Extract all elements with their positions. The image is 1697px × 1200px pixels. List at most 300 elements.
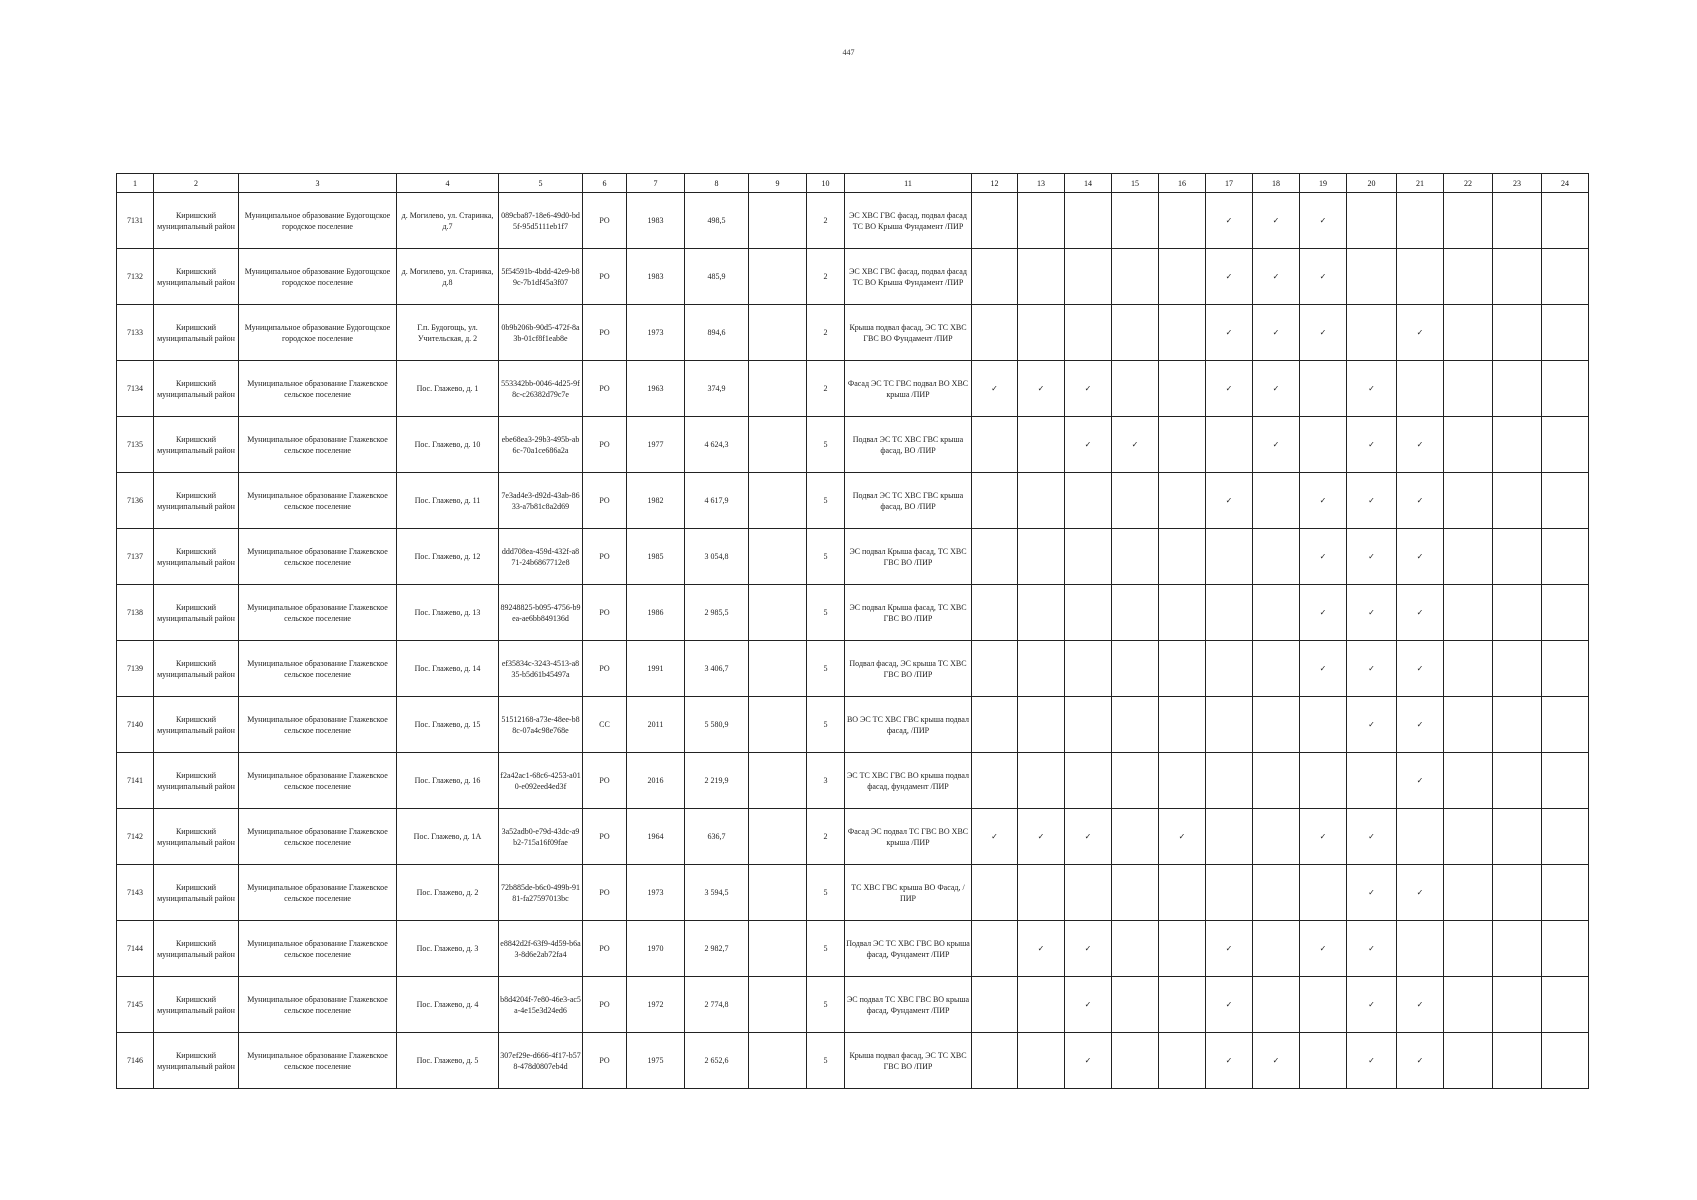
build-year-cell: 1970 (627, 921, 685, 977)
empty-work-cell (1444, 249, 1493, 305)
works-list-cell: Фасад ЭС подвал ТС ГВС ВО ХВС крыша /ПИР (845, 809, 972, 865)
empty-work-cell (1065, 585, 1112, 641)
row-number-cell: 7140 (117, 697, 154, 753)
empty-work-cell (1444, 753, 1493, 809)
column-header-8: 8 (685, 174, 749, 193)
empty-work-cell (972, 193, 1018, 249)
empty-work-cell (1542, 193, 1589, 249)
empty-work-cell (1253, 809, 1300, 865)
column-9-cell (749, 1033, 807, 1089)
empty-work-cell (1493, 641, 1542, 697)
district-cell: Киришский муниципальный район (154, 809, 239, 865)
empty-work-cell (1112, 193, 1159, 249)
empty-work-cell (1542, 697, 1589, 753)
empty-work-cell (1397, 361, 1444, 417)
floors-cell: 5 (807, 473, 845, 529)
empty-work-cell (1493, 865, 1542, 921)
empty-work-cell (1542, 921, 1589, 977)
row-number-cell: 7139 (117, 641, 154, 697)
empty-work-cell (1018, 977, 1065, 1033)
check-mark-cell: ✓ (972, 809, 1018, 865)
works-list-cell: Подвал ЭС ТС ХВС ГВС ВО крыша фасад, Фундамент /ПИР (845, 921, 972, 977)
empty-work-cell (972, 921, 1018, 977)
district-cell: Киришский муниципальный район (154, 921, 239, 977)
check-mark-cell: ✓ (1300, 193, 1347, 249)
table-row (117, 1033, 1589, 1089)
row-number-cell: 7141 (117, 753, 154, 809)
municipality-cell: Муниципальное образование Глажевское сельское поселение (239, 753, 397, 809)
works-list-cell: Подвал ЭС ТС ХВС ГВС крыша фасад, ВО /ПИР (845, 417, 972, 473)
build-year-cell: 1975 (627, 1033, 685, 1089)
check-mark-cell: ✓ (1300, 641, 1347, 697)
empty-work-cell (1542, 361, 1589, 417)
row-number-cell: 7134 (117, 361, 154, 417)
building-type-cell: СС (583, 697, 627, 753)
check-mark-cell: ✓ (1300, 305, 1347, 361)
build-year-cell: 1973 (627, 305, 685, 361)
building-uuid-cell: 7e3ad4e3-d92d-43ab-8633-a7b81c8a2d69 (499, 473, 583, 529)
table-row (117, 865, 1589, 921)
table-row (117, 249, 1589, 305)
check-mark-cell: ✓ (1206, 977, 1253, 1033)
build-year-cell: 1973 (627, 865, 685, 921)
empty-work-cell (1444, 305, 1493, 361)
empty-work-cell (1065, 193, 1112, 249)
column-header-15: 15 (1112, 174, 1159, 193)
empty-work-cell (1253, 753, 1300, 809)
area-cell: 2 652,6 (685, 1033, 749, 1089)
column-header-16: 16 (1159, 174, 1206, 193)
empty-work-cell (972, 585, 1018, 641)
empty-work-cell (1542, 305, 1589, 361)
empty-work-cell (1444, 473, 1493, 529)
check-mark-cell: ✓ (1253, 361, 1300, 417)
area-cell: 374,9 (685, 361, 749, 417)
empty-work-cell (972, 305, 1018, 361)
check-mark-cell: ✓ (1397, 585, 1444, 641)
empty-work-cell (1112, 697, 1159, 753)
district-cell: Киришский муниципальный район (154, 361, 239, 417)
empty-work-cell (972, 865, 1018, 921)
empty-work-cell (1493, 697, 1542, 753)
area-cell: 2 219,9 (685, 753, 749, 809)
check-mark-cell: ✓ (1397, 753, 1444, 809)
column-header-20: 20 (1347, 174, 1397, 193)
address-cell: Пос. Глажево, д. 4 (397, 977, 499, 1033)
empty-work-cell (1112, 641, 1159, 697)
empty-work-cell (1542, 977, 1589, 1033)
column-header-1: 1 (117, 174, 154, 193)
empty-work-cell (1444, 361, 1493, 417)
empty-work-cell (1159, 193, 1206, 249)
build-year-cell: 1963 (627, 361, 685, 417)
check-mark-cell: ✓ (1397, 1033, 1444, 1089)
address-cell: Пос. Глажево, д. 5 (397, 1033, 499, 1089)
municipality-cell: Муниципальное образование Глажевское сельское поселение (239, 361, 397, 417)
table-row (117, 585, 1589, 641)
check-mark-cell: ✓ (1300, 809, 1347, 865)
empty-work-cell (1444, 529, 1493, 585)
empty-work-cell (1112, 305, 1159, 361)
empty-work-cell (1065, 641, 1112, 697)
check-mark-cell: ✓ (1397, 641, 1444, 697)
empty-work-cell (1112, 1033, 1159, 1089)
build-year-cell: 2011 (627, 697, 685, 753)
floors-cell: 5 (807, 585, 845, 641)
check-mark-cell: ✓ (1253, 1033, 1300, 1089)
empty-work-cell (1018, 641, 1065, 697)
check-mark-cell: ✓ (1347, 697, 1397, 753)
column-header-19: 19 (1300, 174, 1347, 193)
column-header-24: 24 (1542, 174, 1589, 193)
works-list-cell: ЭС ТС ХВС ГВС ВО крыша подвал фасад, фундамент /ПИР (845, 753, 972, 809)
address-cell: Пос. Глажево, д. 11 (397, 473, 499, 529)
empty-work-cell (1112, 361, 1159, 417)
row-number-cell: 7143 (117, 865, 154, 921)
column-9-cell (749, 585, 807, 641)
empty-work-cell (1542, 473, 1589, 529)
works-list-cell: ЭС подвал ТС ХВС ГВС ВО крыша фасад, Фундамент /ПИР (845, 977, 972, 1033)
column-header-7: 7 (627, 174, 685, 193)
area-cell: 2 774,8 (685, 977, 749, 1033)
empty-work-cell (1493, 585, 1542, 641)
floors-cell: 3 (807, 753, 845, 809)
building-type-cell: РО (583, 473, 627, 529)
check-mark-cell: ✓ (1065, 921, 1112, 977)
check-mark-cell: ✓ (1397, 417, 1444, 473)
empty-work-cell (1444, 193, 1493, 249)
floors-cell: 5 (807, 529, 845, 585)
address-cell: д. Могилево, ул. Старинка, д.7 (397, 193, 499, 249)
column-header-13: 13 (1018, 174, 1065, 193)
empty-work-cell (1065, 473, 1112, 529)
column-header-9: 9 (749, 174, 807, 193)
district-cell: Киришский муниципальный район (154, 1033, 239, 1089)
build-year-cell: 1986 (627, 585, 685, 641)
municipality-cell: Муниципальное образование Глажевское сельское поселение (239, 585, 397, 641)
table-row (117, 193, 1589, 249)
empty-work-cell (1159, 249, 1206, 305)
check-mark-cell: ✓ (1018, 361, 1065, 417)
column-9-cell (749, 417, 807, 473)
check-mark-cell: ✓ (1347, 641, 1397, 697)
empty-work-cell (972, 641, 1018, 697)
building-type-cell: РО (583, 305, 627, 361)
empty-work-cell (972, 417, 1018, 473)
empty-work-cell (1347, 753, 1397, 809)
check-mark-cell: ✓ (1397, 865, 1444, 921)
check-mark-cell: ✓ (1206, 249, 1253, 305)
building-type-cell: РО (583, 529, 627, 585)
address-cell: Пос. Глажево, д. 2 (397, 865, 499, 921)
address-cell: Пос. Глажево, д. 1А (397, 809, 499, 865)
column-header-17: 17 (1206, 174, 1253, 193)
building-uuid-cell: 89248825-b095-4756-b9ea-ae6bb849136d (499, 585, 583, 641)
district-cell: Киришский муниципальный район (154, 529, 239, 585)
area-cell: 498,5 (685, 193, 749, 249)
row-number-cell: 7135 (117, 417, 154, 473)
empty-work-cell (1444, 417, 1493, 473)
empty-work-cell (1300, 697, 1347, 753)
empty-work-cell (1159, 361, 1206, 417)
row-number-cell: 7142 (117, 809, 154, 865)
empty-work-cell (1444, 1033, 1493, 1089)
municipality-cell: Муниципальное образование Глажевское сельское поселение (239, 473, 397, 529)
empty-work-cell (1018, 865, 1065, 921)
column-9-cell (749, 753, 807, 809)
column-header-22: 22 (1444, 174, 1493, 193)
empty-work-cell (1018, 249, 1065, 305)
empty-work-cell (1493, 361, 1542, 417)
empty-work-cell (1397, 921, 1444, 977)
empty-work-cell (1493, 809, 1542, 865)
build-year-cell: 1972 (627, 977, 685, 1033)
building-type-cell: РО (583, 249, 627, 305)
empty-work-cell (1542, 529, 1589, 585)
column-9-cell (749, 305, 807, 361)
row-number-cell: 7131 (117, 193, 154, 249)
empty-work-cell (1397, 193, 1444, 249)
empty-work-cell (1444, 585, 1493, 641)
check-mark-cell: ✓ (1253, 249, 1300, 305)
build-year-cell: 1983 (627, 249, 685, 305)
column-header-6: 6 (583, 174, 627, 193)
building-uuid-cell: 3a52adb0-e79d-43dc-a9b2-715a16f09fae (499, 809, 583, 865)
empty-work-cell (1300, 865, 1347, 921)
empty-work-cell (1159, 865, 1206, 921)
floors-cell: 2 (807, 305, 845, 361)
empty-work-cell (972, 473, 1018, 529)
municipality-cell: Муниципальное образование Будогощское городское поселение (239, 305, 397, 361)
address-cell: Пос. Глажево, д. 15 (397, 697, 499, 753)
floors-cell: 2 (807, 249, 845, 305)
municipality-cell: Муниципальное образование Глажевское сельское поселение (239, 417, 397, 473)
address-cell: Пос. Глажево, д. 16 (397, 753, 499, 809)
column-header-18: 18 (1253, 174, 1300, 193)
empty-work-cell (1159, 753, 1206, 809)
table-row (117, 977, 1589, 1033)
check-mark-cell: ✓ (972, 361, 1018, 417)
empty-work-cell (1542, 1033, 1589, 1089)
build-year-cell: 1985 (627, 529, 685, 585)
empty-work-cell (1493, 529, 1542, 585)
check-mark-cell: ✓ (1397, 977, 1444, 1033)
empty-work-cell (1444, 697, 1493, 753)
floors-cell: 5 (807, 641, 845, 697)
empty-work-cell (1300, 1033, 1347, 1089)
table-row (117, 921, 1589, 977)
table-row (117, 417, 1589, 473)
empty-work-cell (1018, 585, 1065, 641)
area-cell: 3 594,5 (685, 865, 749, 921)
row-number-cell: 7144 (117, 921, 154, 977)
empty-work-cell (972, 977, 1018, 1033)
building-uuid-cell: 51512168-a73e-48ee-b88c-07a4c98e768e (499, 697, 583, 753)
address-cell: Пос. Глажево, д. 3 (397, 921, 499, 977)
empty-work-cell (1542, 249, 1589, 305)
column-9-cell (749, 249, 807, 305)
check-mark-cell: ✓ (1018, 809, 1065, 865)
column-header-12: 12 (972, 174, 1018, 193)
empty-work-cell (1159, 585, 1206, 641)
empty-work-cell (1112, 529, 1159, 585)
floors-cell: 2 (807, 193, 845, 249)
building-type-cell: РО (583, 641, 627, 697)
district-cell: Киришский муниципальный район (154, 865, 239, 921)
empty-work-cell (1542, 417, 1589, 473)
check-mark-cell: ✓ (1206, 193, 1253, 249)
empty-work-cell (1253, 473, 1300, 529)
column-9-cell (749, 921, 807, 977)
works-list-cell: ЭС ХВС ГВС фасад, подвал фасад ТС ВО Крыша Фундамент /ПИР (845, 193, 972, 249)
building-uuid-cell: e8842d2f-63f9-4d59-b6a3-8d6e2ab72fa4 (499, 921, 583, 977)
building-type-cell: РО (583, 585, 627, 641)
building-uuid-cell: 089cba87-18e6-49d0-bd5f-95d5111eb1f7 (499, 193, 583, 249)
building-type-cell: РО (583, 417, 627, 473)
check-mark-cell: ✓ (1397, 697, 1444, 753)
column-9-cell (749, 809, 807, 865)
empty-work-cell (972, 753, 1018, 809)
empty-work-cell (1159, 977, 1206, 1033)
empty-work-cell (1493, 417, 1542, 473)
address-cell: Пос. Глажево, д. 1 (397, 361, 499, 417)
works-list-cell: ЭС подвал Крыша фасад, ТС ХВС ГВС ВО /ПИР (845, 585, 972, 641)
empty-work-cell (1065, 697, 1112, 753)
column-header-23: 23 (1493, 174, 1542, 193)
works-list-cell: ЭС подвал Крыша фасад, ТС ХВС ГВС ВО /ПИР (845, 529, 972, 585)
empty-work-cell (1112, 753, 1159, 809)
empty-work-cell (1300, 977, 1347, 1033)
empty-work-cell (1159, 1033, 1206, 1089)
empty-work-cell (1300, 361, 1347, 417)
empty-work-cell (1018, 1033, 1065, 1089)
empty-work-cell (1159, 305, 1206, 361)
works-list-cell: Крыша подвал фасад, ЭС ТС ХВС ГВС ВО /ПИР (845, 1033, 972, 1089)
empty-work-cell (1253, 977, 1300, 1033)
empty-work-cell (1542, 641, 1589, 697)
empty-work-cell (1159, 921, 1206, 977)
empty-work-cell (1065, 753, 1112, 809)
empty-work-cell (1253, 697, 1300, 753)
check-mark-cell: ✓ (1253, 305, 1300, 361)
municipality-cell: Муниципальное образование Глажевское сельское поселение (239, 977, 397, 1033)
building-type-cell: РО (583, 865, 627, 921)
district-cell: Киришский муниципальный район (154, 977, 239, 1033)
floors-cell: 5 (807, 1033, 845, 1089)
check-mark-cell: ✓ (1347, 417, 1397, 473)
empty-work-cell (1444, 809, 1493, 865)
empty-work-cell (972, 1033, 1018, 1089)
district-cell: Киришский муниципальный район (154, 753, 239, 809)
empty-work-cell (1018, 417, 1065, 473)
empty-work-cell (1206, 865, 1253, 921)
column-9-cell (749, 361, 807, 417)
empty-work-cell (1253, 529, 1300, 585)
area-cell: 5 580,9 (685, 697, 749, 753)
table-row (117, 697, 1589, 753)
municipality-cell: Муниципальное образование Глажевское сельское поселение (239, 1033, 397, 1089)
check-mark-cell: ✓ (1065, 809, 1112, 865)
empty-work-cell (1065, 249, 1112, 305)
empty-work-cell (1347, 249, 1397, 305)
build-year-cell: 1991 (627, 641, 685, 697)
build-year-cell: 1982 (627, 473, 685, 529)
area-cell: 894,6 (685, 305, 749, 361)
municipality-cell: Муниципальное образование Глажевское сельское поселение (239, 809, 397, 865)
column-header-10: 10 (807, 174, 845, 193)
building-type-cell: РО (583, 753, 627, 809)
column-header-11: 11 (845, 174, 972, 193)
municipality-cell: Муниципальное образование Глажевское сельское поселение (239, 641, 397, 697)
check-mark-cell: ✓ (1065, 1033, 1112, 1089)
row-number-cell: 7136 (117, 473, 154, 529)
floors-cell: 5 (807, 977, 845, 1033)
empty-work-cell (1018, 473, 1065, 529)
district-cell: Киришский муниципальный район (154, 193, 239, 249)
column-number-row (117, 174, 1589, 193)
municipality-cell: Муниципальное образование Глажевское сельское поселение (239, 697, 397, 753)
column-header-5: 5 (499, 174, 583, 193)
empty-work-cell (1253, 921, 1300, 977)
area-cell: 4 624,3 (685, 417, 749, 473)
building-type-cell: РО (583, 809, 627, 865)
empty-work-cell (1112, 977, 1159, 1033)
municipality-cell: Муниципальное образование Будогощское городское поселение (239, 193, 397, 249)
building-uuid-cell: 553342bb-0046-4d25-9f8c-c26382d79c7e (499, 361, 583, 417)
check-mark-cell: ✓ (1206, 921, 1253, 977)
empty-work-cell (1444, 921, 1493, 977)
empty-work-cell (1493, 1033, 1542, 1089)
empty-work-cell (972, 697, 1018, 753)
building-uuid-cell: ddd708ea-459d-432f-a871-24b6867712e8 (499, 529, 583, 585)
address-cell: Пос. Глажево, д. 13 (397, 585, 499, 641)
empty-work-cell (972, 529, 1018, 585)
works-list-cell: ВО ЭС ТС ХВС ГВС крыша подвал фасад, /ПИР (845, 697, 972, 753)
check-mark-cell: ✓ (1206, 1033, 1253, 1089)
area-cell: 4 617,9 (685, 473, 749, 529)
empty-work-cell (1300, 753, 1347, 809)
district-cell: Киришский муниципальный район (154, 249, 239, 305)
check-mark-cell: ✓ (1397, 305, 1444, 361)
row-number-cell: 7145 (117, 977, 154, 1033)
check-mark-cell: ✓ (1253, 417, 1300, 473)
check-mark-cell: ✓ (1253, 193, 1300, 249)
building-uuid-cell: b8d4204f-7e80-46e3-ac5a-4e15e3d24ed6 (499, 977, 583, 1033)
empty-work-cell (1112, 865, 1159, 921)
building-type-cell: РО (583, 977, 627, 1033)
empty-work-cell (1206, 529, 1253, 585)
empty-work-cell (1159, 473, 1206, 529)
column-header-14: 14 (1065, 174, 1112, 193)
works-list-cell: Крыша подвал фасад, ЭС ТС ХВС ГВС ВО Фундамент /ПИР (845, 305, 972, 361)
empty-work-cell (1253, 865, 1300, 921)
area-cell: 3 054,8 (685, 529, 749, 585)
empty-work-cell (1206, 753, 1253, 809)
empty-work-cell (1444, 977, 1493, 1033)
row-number-cell: 7133 (117, 305, 154, 361)
empty-work-cell (1206, 417, 1253, 473)
housing-register-table (116, 173, 1589, 1089)
empty-work-cell (1542, 753, 1589, 809)
check-mark-cell: ✓ (1347, 921, 1397, 977)
row-number-cell: 7146 (117, 1033, 154, 1089)
empty-work-cell (1159, 641, 1206, 697)
district-cell: Киришский муниципальный район (154, 473, 239, 529)
building-uuid-cell: 0b9b206b-90d5-472f-8a3b-01cf8f1eab8e (499, 305, 583, 361)
empty-work-cell (1444, 865, 1493, 921)
empty-work-cell (1112, 921, 1159, 977)
row-number-cell: 7138 (117, 585, 154, 641)
